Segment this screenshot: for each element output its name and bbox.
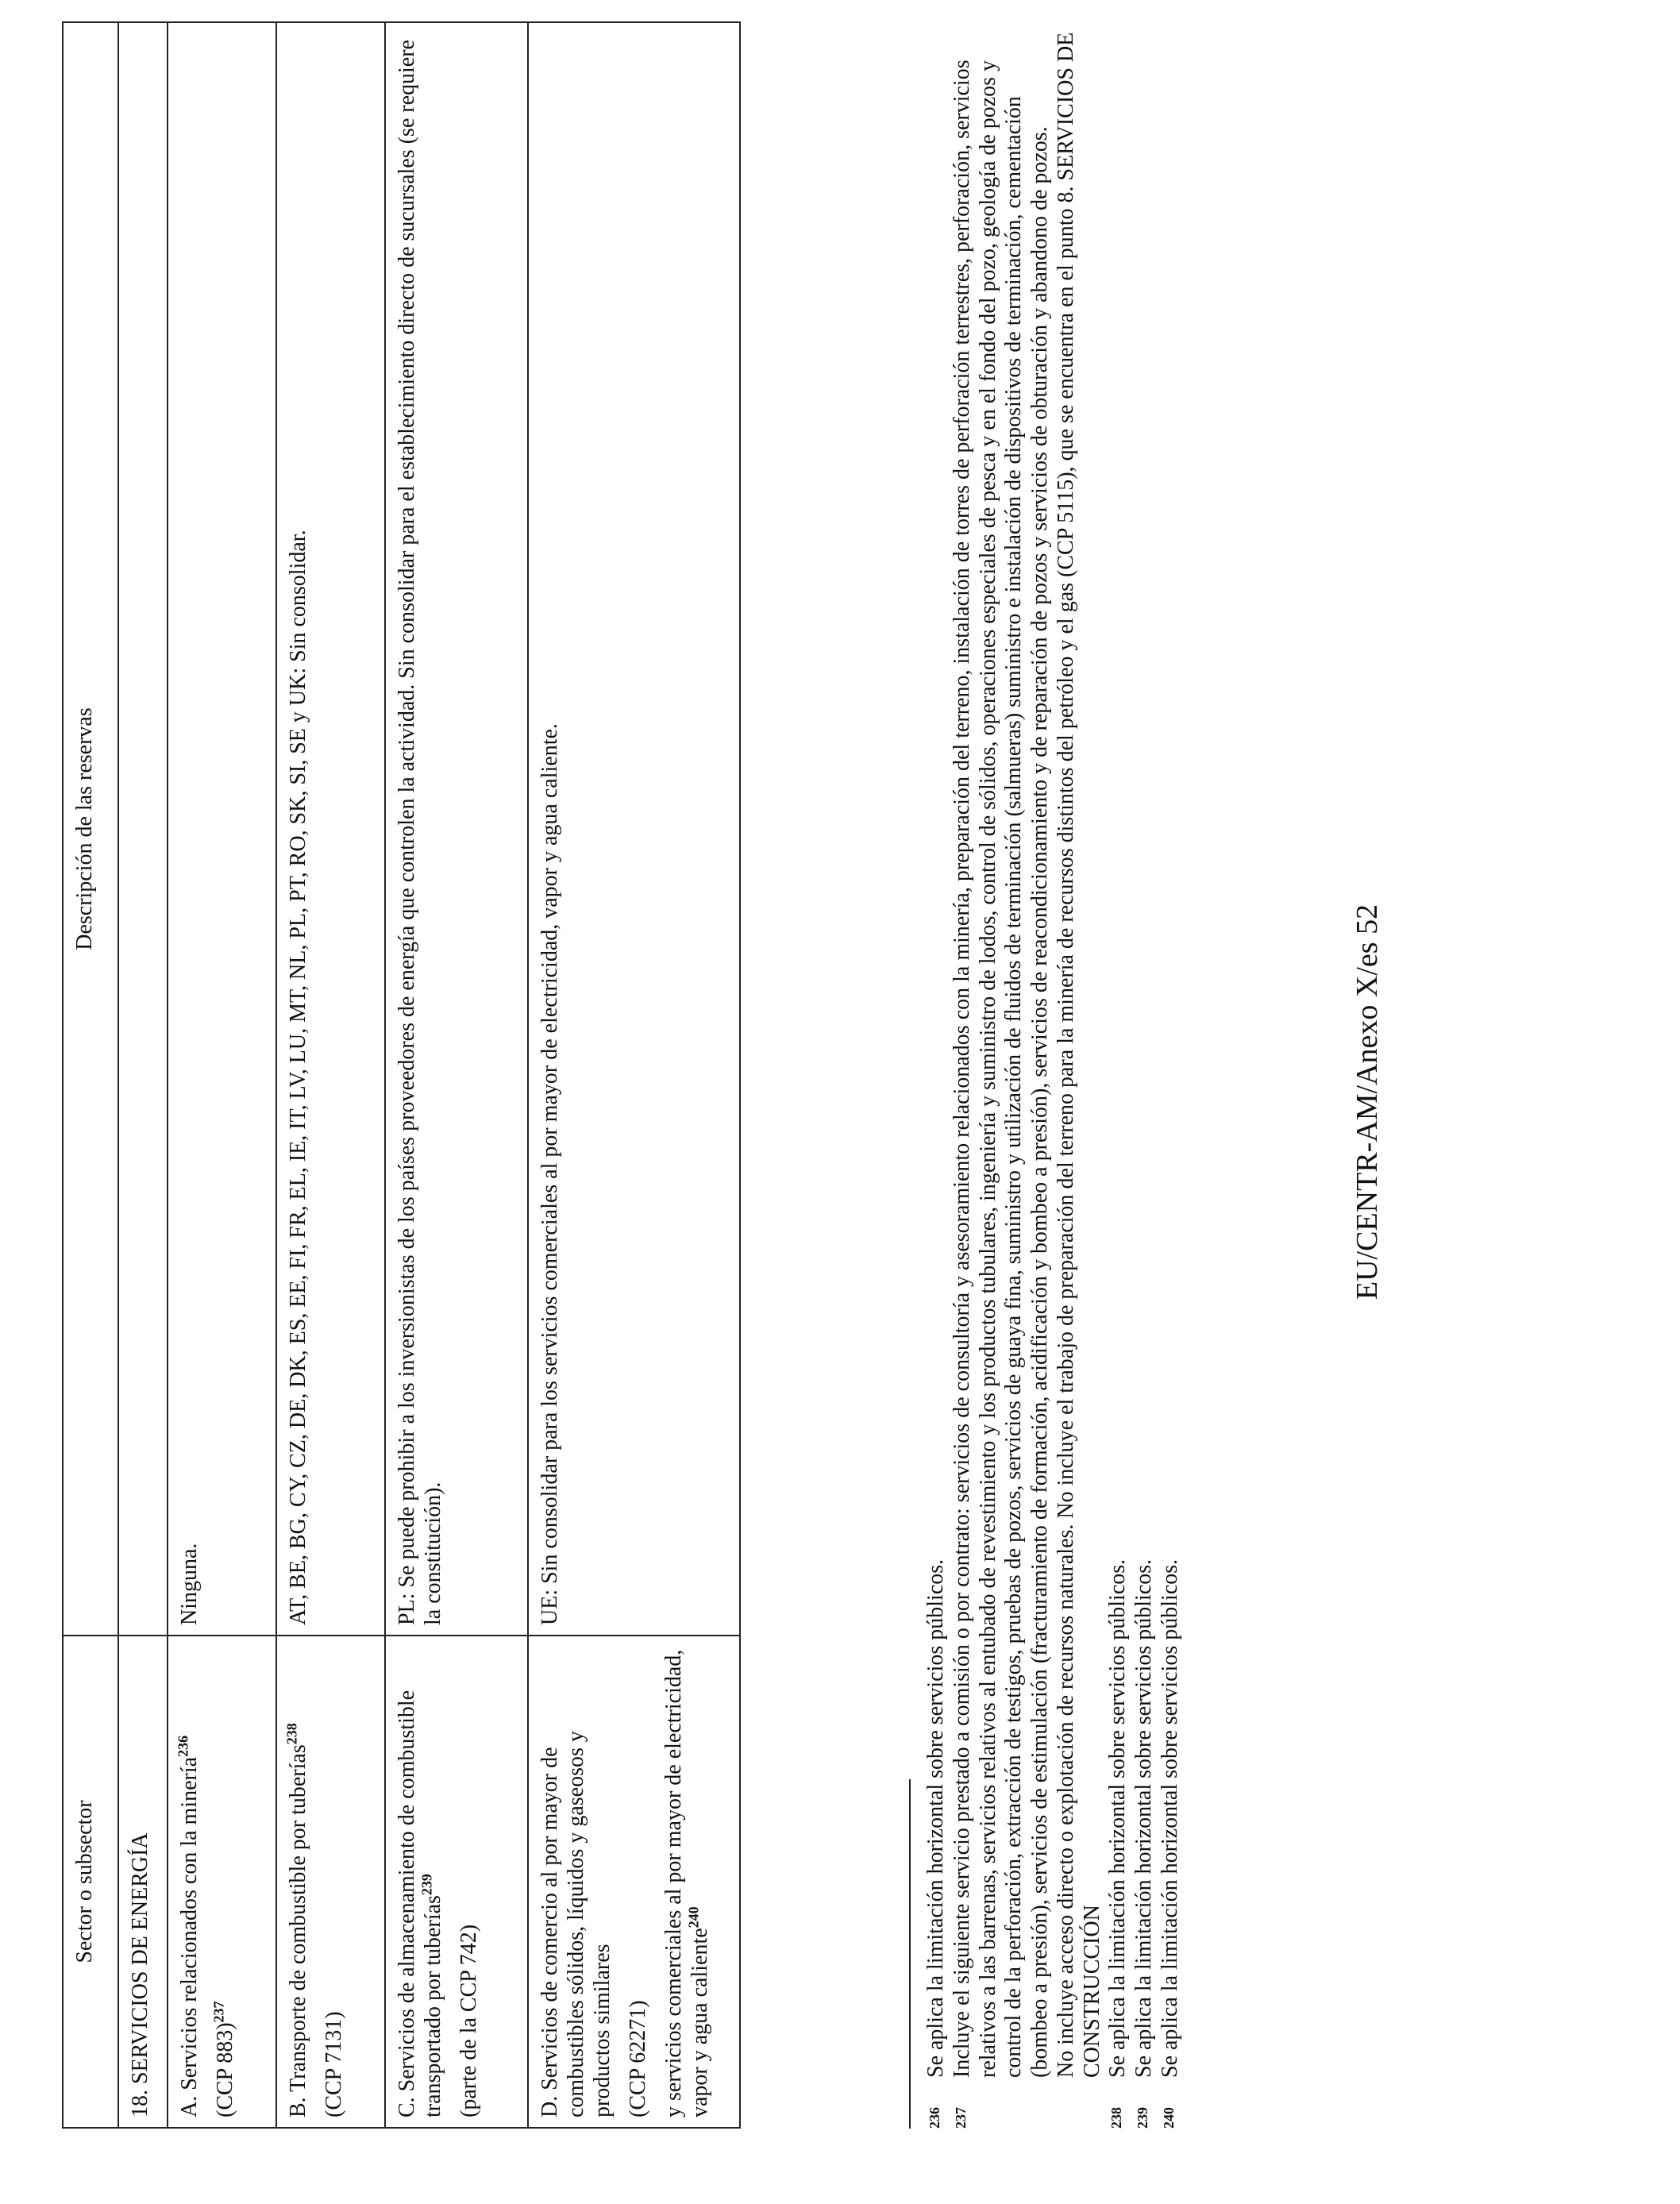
- description-text: PL: Se puede prohibir a los inversionistas de los países proveedores de energía que controlen la actividad. Sin consolidar para el establecimiento directo de sucursales (se requiere la constitución).: [395, 40, 446, 1625]
- sector-cell: [276, 1636, 385, 2128]
- footnote-number: 237: [952, 2107, 969, 2129]
- sector-code: (parte de la CCP 742): [457, 1924, 482, 2117]
- description-cell: [385, 22, 528, 1636]
- footnote-ref[interactable]: 239: [418, 1874, 435, 1896]
- footnote-number: 236: [927, 2107, 942, 2129]
- footnote-body: [950, 21, 1106, 2078]
- footnote: [1131, 21, 1158, 2129]
- table-row: [168, 22, 276, 2128]
- header-sector: Sector o subsector: [63, 1636, 118, 2128]
- page-footer-label: EU/CENTR-AM/Anexo X/es 52: [1351, 904, 1384, 1300]
- section-title: 18. SERVICIOS DE ENERGÍA: [118, 1636, 168, 2128]
- description-text: UE: Sin consolidar para los servicios comerciales al por mayor de electricidad, vapor y agua caliente.: [538, 723, 562, 1625]
- section-row: [118, 22, 168, 2128]
- description-text: Ninguna.: [177, 1543, 202, 1625]
- footnote-ref[interactable]: 237: [210, 2001, 227, 2023]
- footnote-text: Se aplica la limitación horizontal sobre servicios públicos.: [1131, 1559, 1156, 2078]
- sector-cell: [385, 1636, 528, 2128]
- footnote-ref[interactable]: 240: [685, 1906, 702, 1929]
- footnote-body: [923, 21, 950, 2078]
- description-text: AT, BE, BG, CY, CZ, DE, DK, ES, EE, FI, FR, EL, IE, IT, LV, LU, MT, NL, PL, PT, RO, SK, SI, SE y UK: Sin consolidar.: [286, 530, 310, 1625]
- sector-line: C. Servicios de almacenamiento de combustible transportado por tuberías$^{239}$: [395, 1690, 446, 2117]
- footnote-number: 240: [1160, 2107, 1177, 2129]
- footnote-ref[interactable]: 236: [175, 1735, 191, 1757]
- sector-cell: [168, 1636, 276, 2128]
- description-cell: [276, 22, 385, 1636]
- footnote-number: 239: [1135, 2107, 1150, 2129]
- footnote-body: [1105, 21, 1131, 2078]
- sector-code: (CCP 883)$^{237}$: [210, 2001, 238, 2117]
- sector-line: y servicios comerciales al por mayor de electricidad, vapor y agua caliente$^{240}$: [661, 1649, 713, 2117]
- header-description: Descripción de las reservas: [63, 22, 118, 1636]
- footnote: [1105, 21, 1131, 2129]
- footnote-number: 238: [1108, 2107, 1125, 2129]
- sector-code: (CCP 7131): [322, 2011, 347, 2117]
- sector-line: D. Servicios de comercio al por mayor de combustibles sólidos, líquidos y gaseosos y productos similares: [538, 1731, 615, 2117]
- footnote-ref[interactable]: 238: [283, 1723, 300, 1745]
- footnote-body: [1131, 21, 1158, 2078]
- reserves-table: [62, 21, 741, 2129]
- footnote-body: [1158, 21, 1184, 2078]
- sector-line: B. Transporte de combustible por tuberías$^{238}$: [283, 1723, 310, 2117]
- footnotes-section: [909, 21, 1184, 2129]
- footnote: [1158, 21, 1184, 2129]
- table-row: [385, 22, 528, 2128]
- footnote-text: Incluye el siguiente servicio prestado a comisión o por contrato: servicios de consultoría y asesoramiento relacionados con la minería, preparación del terreno, instalación de torres de perforación terrestres, perforación, servicios relativos a las barrenas, servicios relativos al entubado de revestimiento y los productos tubulares, ingeniería y suministro de lodos, control de sólidos, operaciones especiales de pesca y en el fondo del pozo, geología de pozos y control de la perforación, extracción de testigos, pruebas de pozos, servicios de guaya fina, suministro y utilización de fluidos de terminación (salmueras) suministro e instalación de dispositivos de terminación, cementación (bombeo a presión), servicios de estimulación (fracturamiento de formación, acidificación y bombeo a presión), servicios de reacondicionamiento y de reparación de pozos y servicios de obturación y abandono de pozos.: [949, 60, 1052, 2078]
- footnote-text: Se aplica la limitación horizontal sobre servicios públicos.: [1105, 1559, 1131, 2078]
- section-empty-cell: [118, 22, 168, 1636]
- footnote-text: Se aplica la limitación horizontal sobre servicios públicos.: [923, 1559, 948, 2078]
- footnote: [923, 21, 950, 2129]
- sector-cell: [528, 1636, 740, 2128]
- description-cell: [528, 22, 740, 1636]
- footnote: [950, 21, 1106, 2129]
- sector-line: A. Servicios relacionados con la minería$^{236}$: [175, 1735, 202, 2117]
- sector-code: (CCP 62271): [626, 2000, 651, 2117]
- table-row: [276, 22, 385, 2128]
- table-row: [528, 22, 740, 2128]
- table-header-row: [63, 22, 118, 2128]
- description-cell: [168, 22, 276, 1636]
- footnote-text: No incluye acceso directo o explotación de recursos naturales. No incluye el trabajo de preparación del terreno para la minería de recursos distintos del petróleo y el gas (CCP 5115), que se encuentra en el punto 8. SERVICIOS DE CONSTRUCCIÓN: [1053, 32, 1104, 2078]
- footnote-divider: [909, 1779, 911, 2129]
- footnote-text: Se aplica la limitación horizontal sobre servicios públicos.: [1157, 1559, 1182, 2078]
